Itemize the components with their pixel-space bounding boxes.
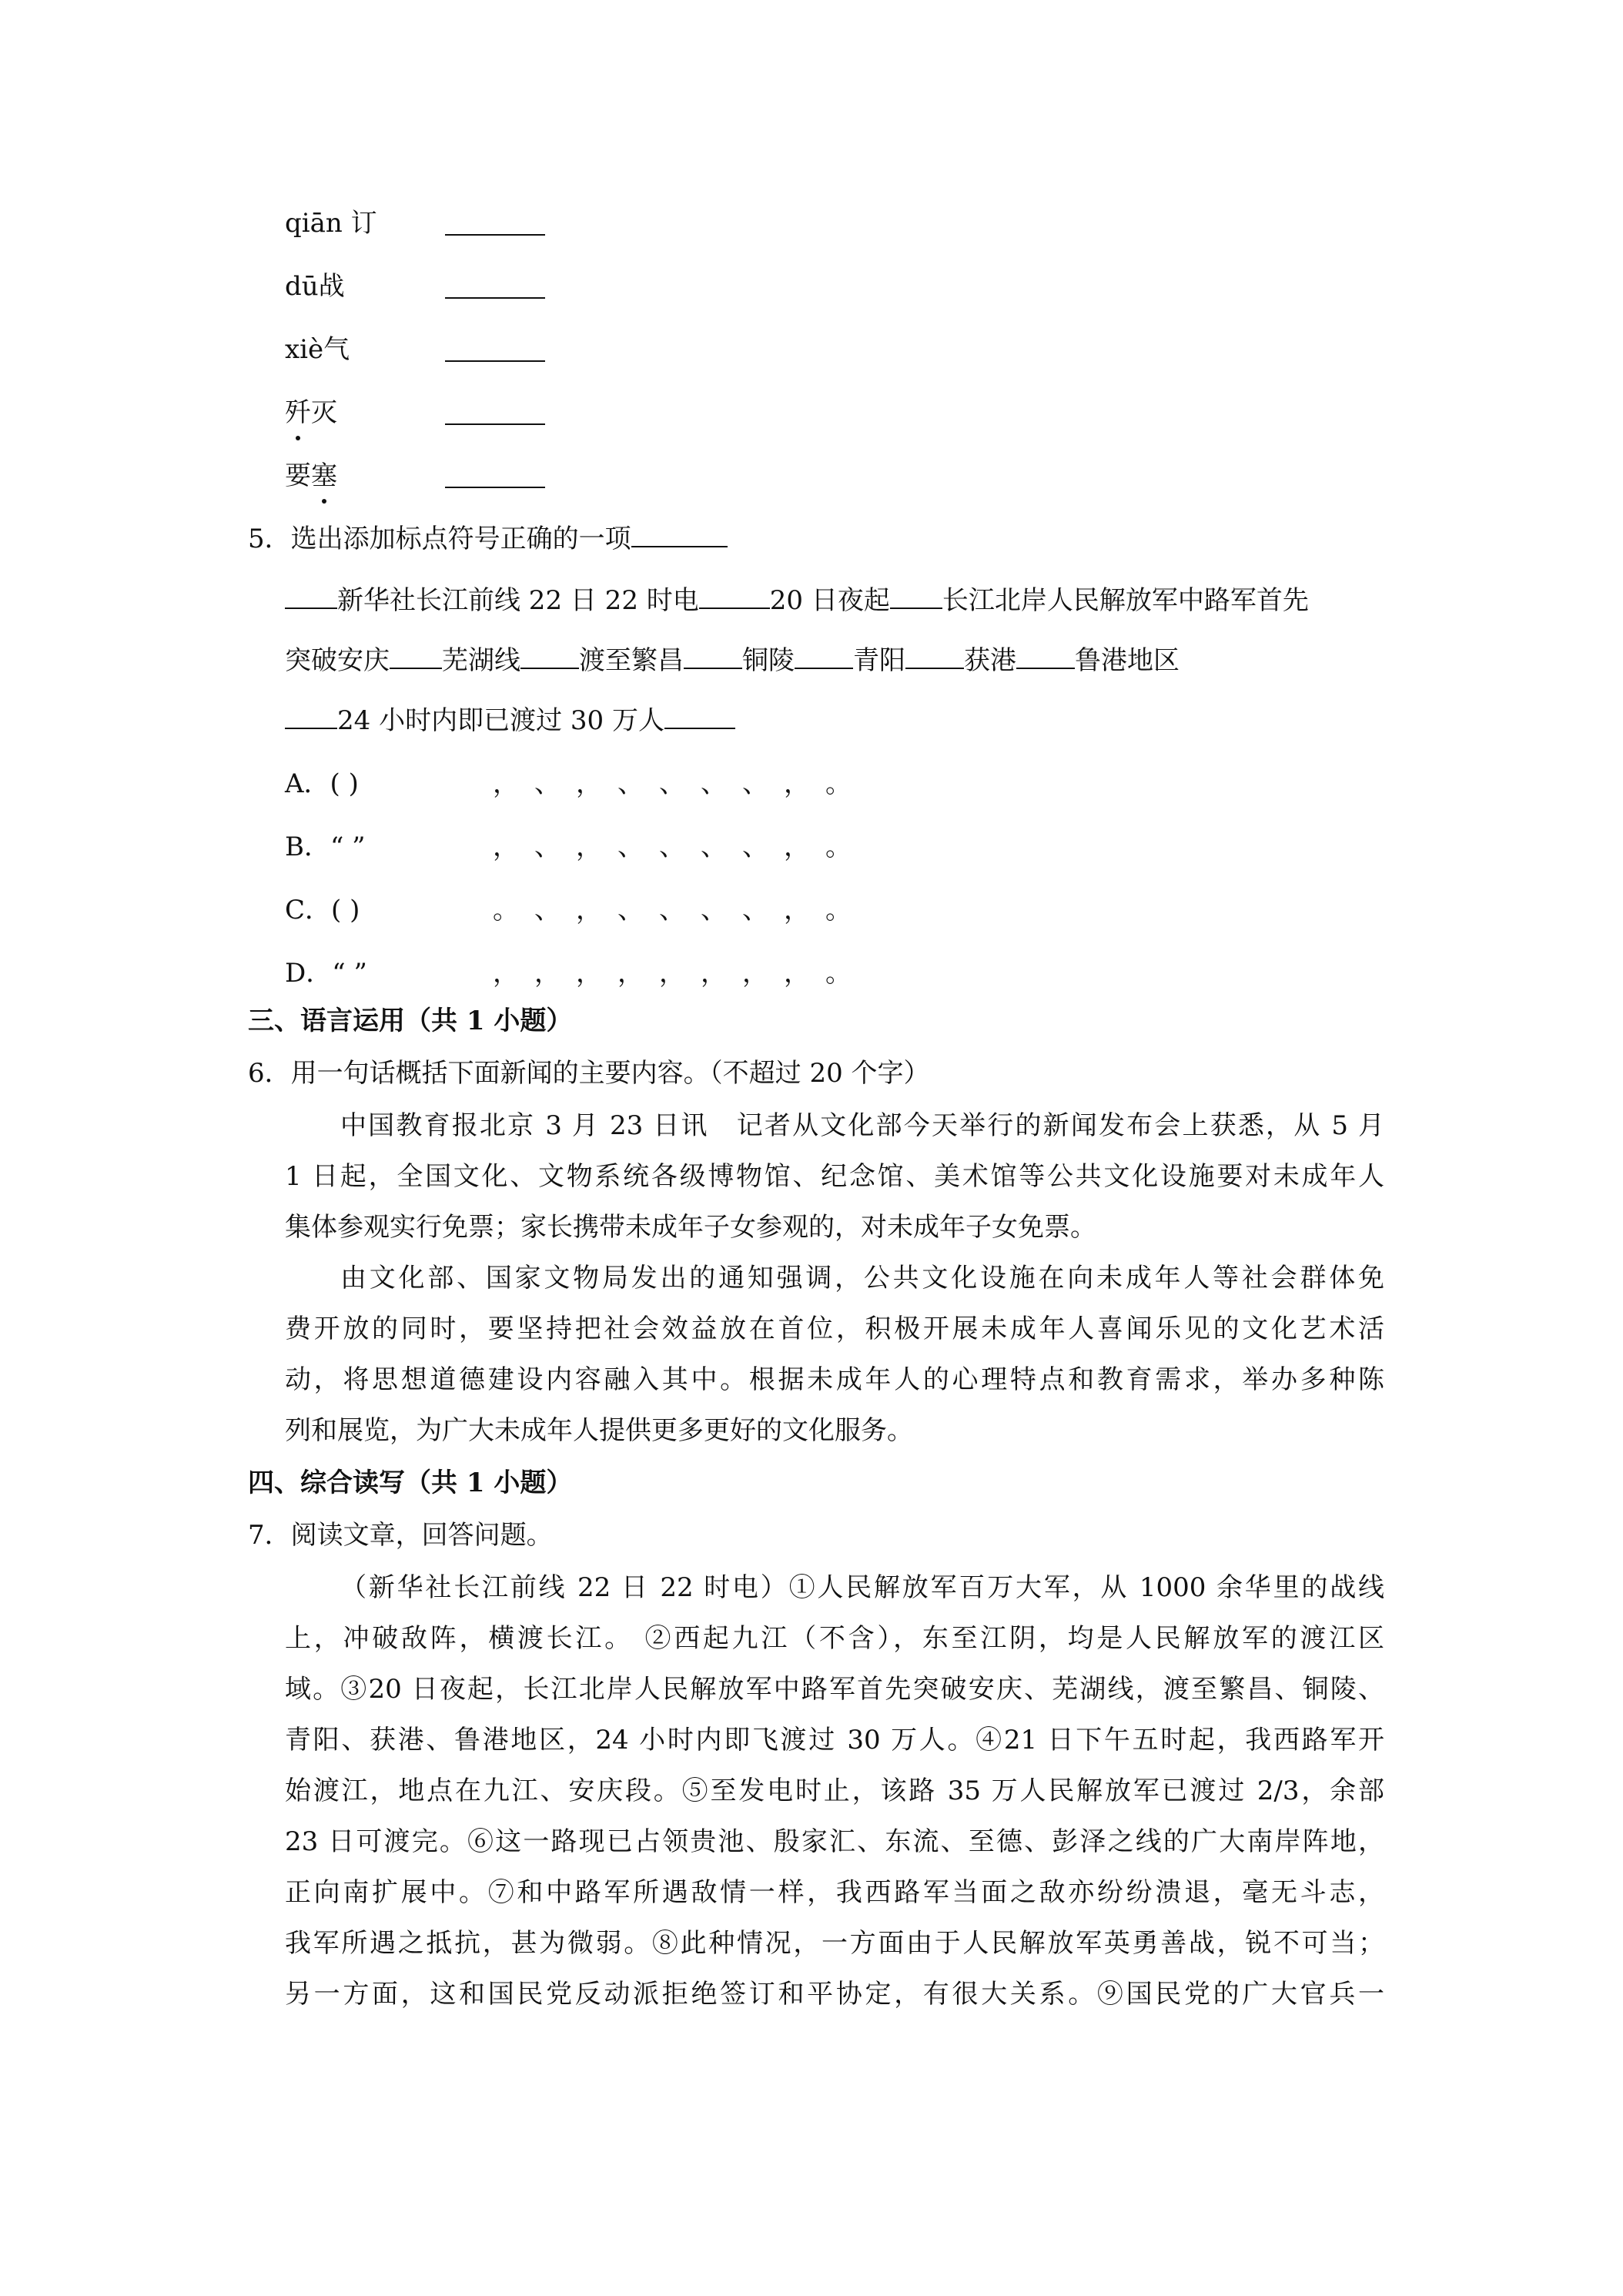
blank[interactable] <box>890 584 942 609</box>
q6-passage-line: 由文化部、国家文物局发出的通知强调，公共文化设施在向未成年人等社会群体免 <box>340 1263 1384 1294</box>
blank[interactable] <box>905 644 964 669</box>
q6-passage-line: 1 日起，全国文化、文物系统各级博物馆、纪念馆、美术馆等公共文化设施要对未成年人 <box>285 1161 1384 1192</box>
q5-passage-line-3: 24 小时内即已渡过 30 万人 <box>285 704 735 738</box>
q6-passage-line: 列和展览，为广大未成年人提供更多更好的文化服务。 <box>285 1415 913 1446</box>
q4-answer-blank-5[interactable] <box>445 487 545 488</box>
q4-item-2: dū战 <box>285 271 345 302</box>
q5-option-d-label[interactable]: D．“ ” <box>285 958 367 989</box>
blank[interactable] <box>684 644 742 669</box>
q4-item-3: xiè气 <box>285 334 350 365</box>
q5-passage-line-1: 新华社长江前线 22 日 22 时电 20 日夜起 长江北岸人民解放军中路军首先 <box>285 584 1309 618</box>
emphasis-dotted-char: 塞 <box>311 460 337 491</box>
q7-passage-line: 正向南扩展中。⑦和中路军所遇敌情一样，我西路军当面之敌亦纷纷溃退，毫无斗志， <box>285 1877 1384 1908</box>
q5-option-c-label[interactable]: C．( ) <box>285 895 360 925</box>
q4-answer-blank-1[interactable] <box>445 234 545 236</box>
q6-passage-line: 动，将思想道德建设内容融入其中。根据未成年人的心理特点和教育需求，举办多种陈 <box>285 1364 1384 1395</box>
blank[interactable] <box>699 584 770 609</box>
q7-stem: 7．阅读文章，回答问题。 <box>248 1520 553 1551</box>
q4-answer-blank-3[interactable] <box>445 360 545 362</box>
q4-item-5: 要塞 <box>285 460 337 491</box>
q6-stem: 6．用一句话概括下面新闻的主要内容。（不超过 20 个字） <box>248 1058 930 1089</box>
q4-item-1: qiān 订 <box>285 208 377 239</box>
q5-option-d-marks: ， ， ， ， ， ， ， ， 。 <box>493 958 852 989</box>
blank[interactable] <box>390 644 442 669</box>
q6-passage-line: 费开放的同时，要坚持把社会效益放在首位，积极开展未成年人喜闻乐见的文化艺术活 <box>285 1314 1384 1344</box>
q7-passage-line: 我军所遇之抵抗，甚为微弱。⑧此种情况，一方面由于人民解放军英勇善战，锐不可当； <box>285 1928 1384 1959</box>
q7-passage-line: 另一方面，这和国民党反动派拒绝签订和平协定，有很大关系。⑨国民党的广大官兵一 <box>285 1979 1384 2010</box>
q4-item-4: 歼灭 <box>285 397 337 428</box>
q5-answer-blank[interactable] <box>631 523 728 547</box>
q7-passage-line: （新华社长江前线 22 日 22 时电）①人民解放军百万大军，从 1000 余华里的战线 <box>340 1572 1384 1603</box>
blank[interactable] <box>520 644 579 669</box>
blank[interactable] <box>285 705 337 729</box>
blank[interactable] <box>664 705 735 729</box>
q6-passage-line: 集体参观实行免票；家长携带未成年子女参观的，对未成年子女免票。 <box>285 1212 1096 1243</box>
q6-passage-line: 中国教育报北京 3 月 23 日讯 记者从文化部今天举行的新闻发布会上获悉，从 5 月 <box>340 1110 1384 1141</box>
blank[interactable] <box>285 584 337 609</box>
q5-stem: 5．选出添加标点符号正确的一项 <box>248 522 728 556</box>
q7-passage-line: 域。③20 日夜起，长江北岸人民解放军中路军首先突破安庆、芜湖线，渡至繁昌、铜陵、 <box>285 1674 1384 1705</box>
q7-passage-line: 上，冲破敌阵，横渡长江。 ②西起九江（不含），东至江阴，均是人民解放军的渡江区 <box>285 1623 1384 1654</box>
q7-passage-line: 23 日可渡完。⑥这一路现已占领贵池、殷家汇、东流、至德、彭泽之线的广大南岸阵地， <box>285 1826 1384 1857</box>
q5-option-a-marks: ， 、 ， 、 、 、 、 ， 。 <box>493 768 852 799</box>
q5-option-b-marks: ， 、 ， 、 、 、 、 ， 。 <box>493 832 852 862</box>
q4-answer-blank-4[interactable] <box>445 423 545 425</box>
q5-passage-line-2: 突破安庆 芜湖线 渡至繁昌 铜陵 青阳 获港 鲁港地区 <box>285 645 1180 676</box>
q5-option-b-label[interactable]: B．“ ” <box>285 832 366 862</box>
section-4-title: 四、综合读写（共 1 小题） <box>248 1468 573 1498</box>
q5-option-c-marks: 。 、 ， 、 、 、 、 ， 。 <box>493 895 852 925</box>
section-3-title: 三、语言运用（共 1 小题） <box>248 1006 573 1036</box>
q7-passage-line: 始渡江，地点在九江、安庆段。⑤至发电时止，该路 35 万人民解放军已渡过 2/3，余部 <box>285 1776 1384 1806</box>
emphasis-dotted-char: 歼 <box>285 397 311 428</box>
blank[interactable] <box>795 644 853 669</box>
q4-answer-blank-2[interactable] <box>445 297 545 299</box>
q5-option-a-label[interactable]: A．( ) <box>285 768 359 799</box>
blank[interactable] <box>1016 644 1075 669</box>
q7-passage-line: 青阳、获港、鲁港地区，24 小时内即飞渡过 30 万人。④21 日下午五时起，我西路军开 <box>285 1725 1384 1755</box>
